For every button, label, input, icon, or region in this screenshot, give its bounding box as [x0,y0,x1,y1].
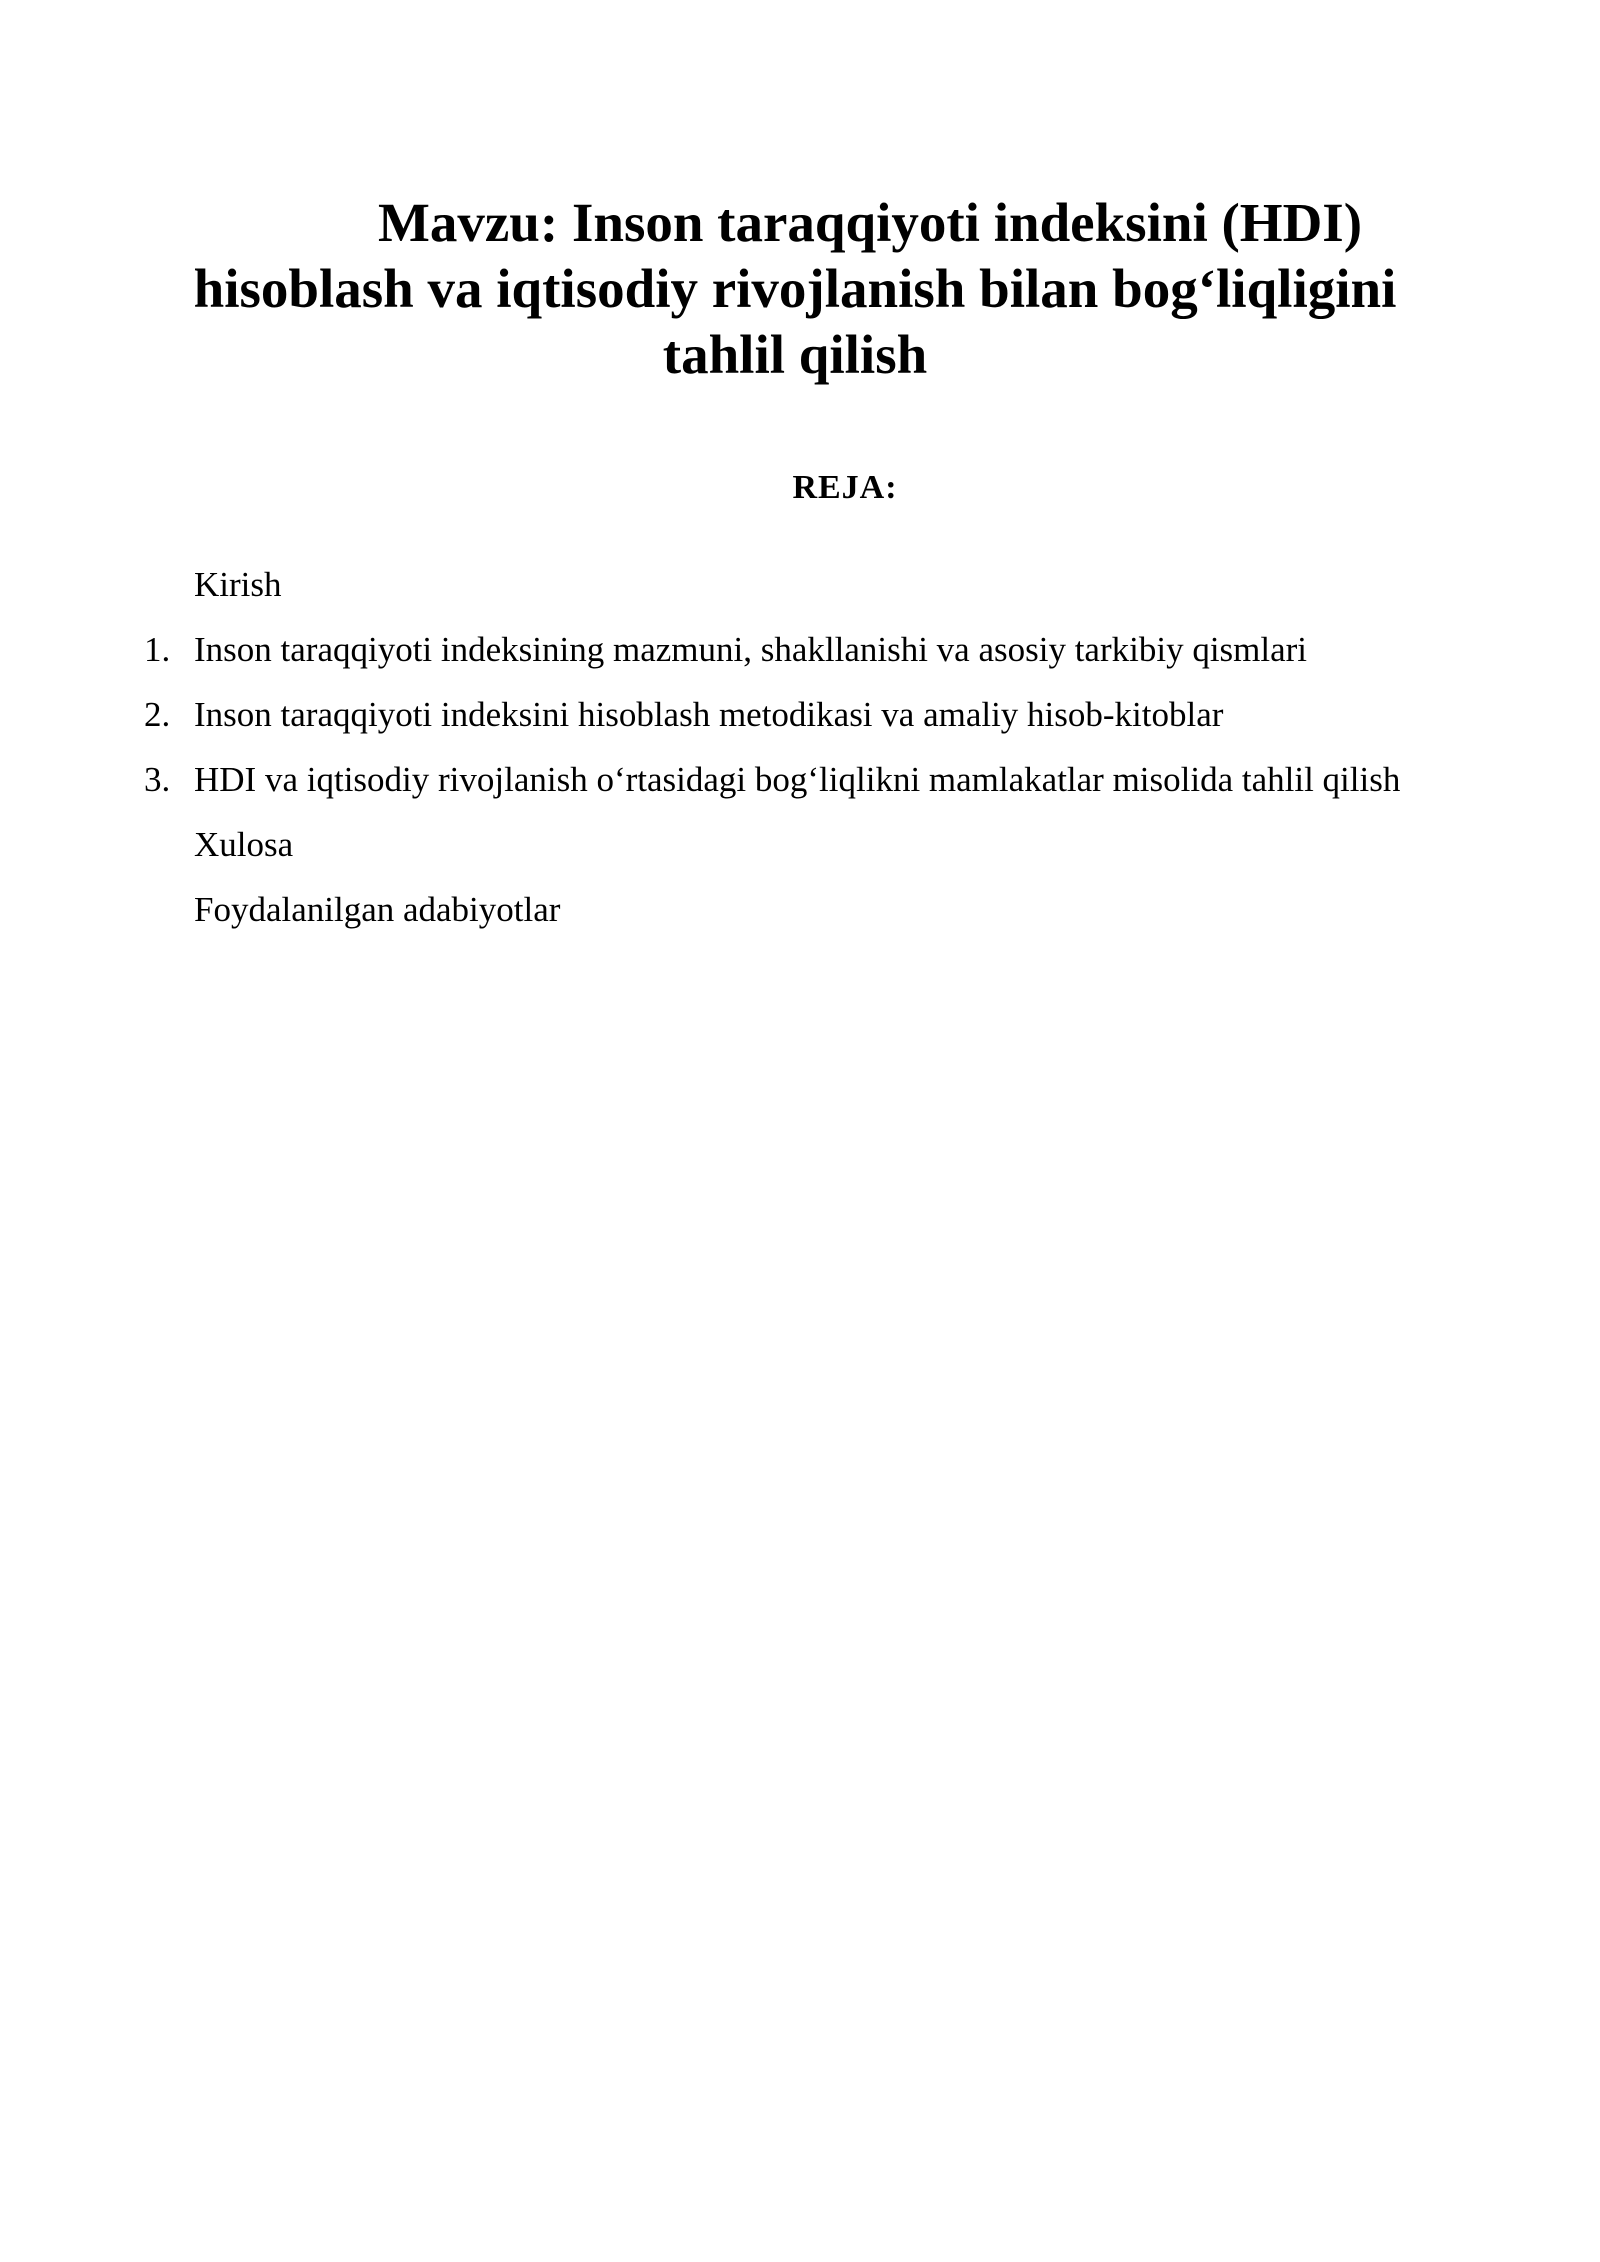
plan-item-number: 3. [144,760,171,799]
plan-item-text: HDI va iqtisodiy rivojlanish o‘rtasidagi bog‘liqlikni mamlakatlar misolida tahlil qilish [194,760,1401,799]
plan-item-text: Inson taraqqiyoti indeksini hisoblash metodikasi va amaliy hisob-kitoblar [194,695,1224,734]
plan-item-2 [144,682,1492,747]
plan-item-introduction [144,552,1492,617]
plan-item-3 [144,747,1492,812]
plan-list [144,552,1492,942]
plan-item-text: Kirish [194,565,282,604]
plan-item-text: Xulosa [194,825,294,864]
plan-item-text: Foydalanilgan adabiyotlar [194,890,561,929]
plan-item-text: Inson taraqqiyoti indeksining mazmuni, shakllanishi va asosiy tarkibiy qismlari [194,630,1308,669]
plan-item-number: 2. [144,695,171,734]
plan-item-references [144,877,1492,942]
plan-item-1 [144,617,1492,682]
plan-heading: REJA: [792,469,898,506]
plan-item-conclusion [144,812,1492,877]
document-title: Mavzu: Inson taraqqiyoti indeksini (HDI) hisoblash va iqtisodiy rivojlanish bilan bog‘liqligini tahlil qilish [193,192,1397,385]
plan-item-number: 1. [144,630,171,669]
